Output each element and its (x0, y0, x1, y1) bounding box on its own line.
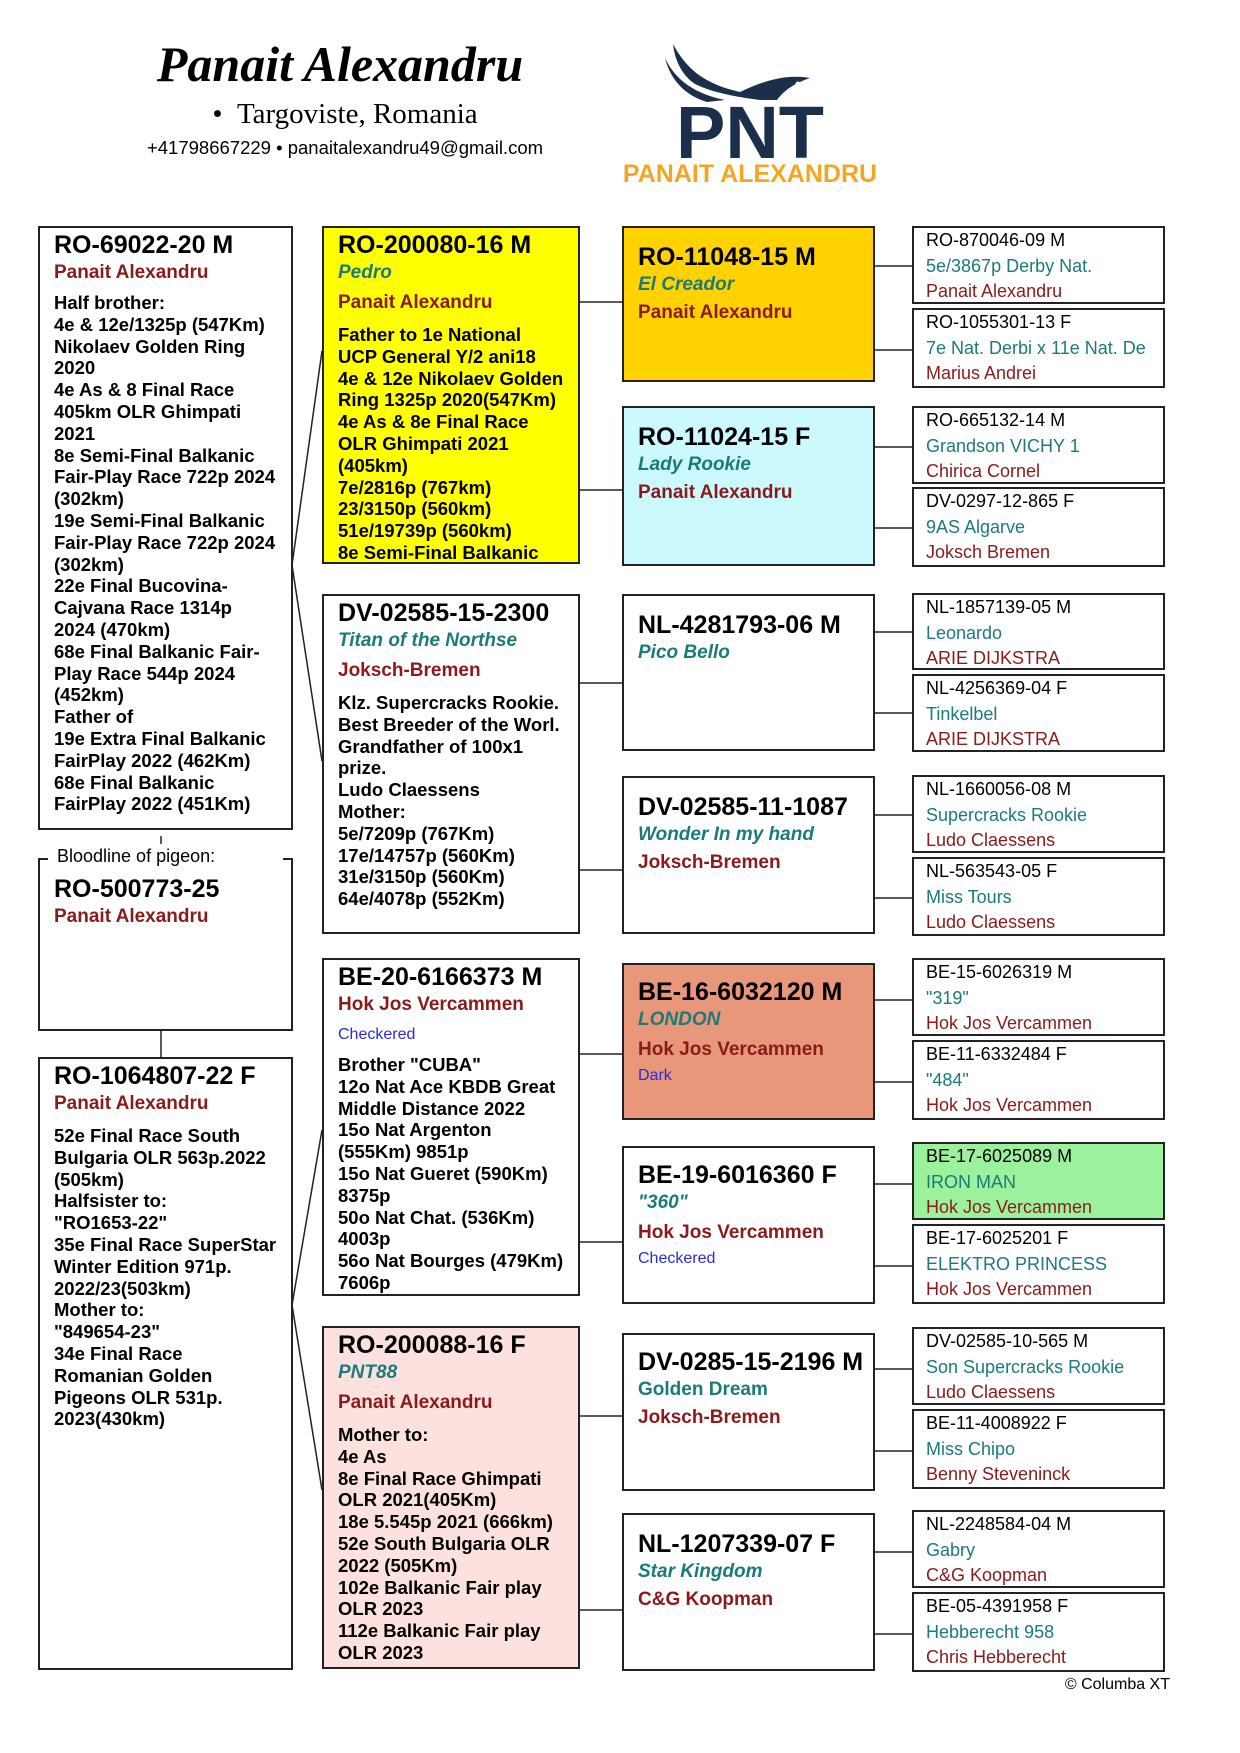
pigeon-ring: NL-2248584-04 M (926, 1514, 1072, 1534)
pigeon-owner: Ludo Claessens (926, 830, 1056, 850)
pigeon-name: Son Supercracks Rookie (926, 1356, 1125, 1377)
pigeon-owner: Ludo Claessens (926, 912, 1056, 932)
pigeon-owner: Panait Alexandru (926, 281, 1063, 301)
dam-owner: Panait Alexandru (54, 1093, 209, 1114)
pigeon-owner: Panait Alexandru (638, 482, 793, 503)
pigeon-ring: RO-11048-15 M (638, 243, 816, 271)
pigeon-ring: RO-11024-15 F (638, 423, 811, 451)
gen4-card (912, 775, 1165, 853)
pigeon-description: Father to 1e National UCP General Y/2 ani18 4e & 12e Nikolaev Golden Ring 1325p 2020(547Km) 4e As & 8e Final Race OLR Ghimpati 2021 (405km) 7e/2816p (767km) 23/3150p (560km) 51e/19739p (560km) 8e Semi-Final Balkanic (338, 324, 564, 563)
pigeon-ring: BE-05-4391958 F (926, 1596, 1069, 1616)
pigeon-description: Klz. Supercracks Rookie. Best Breeder of the Worl. Grandfather of 100x1 prize. Ludo Claessens Mother: 5e/7209p (767Km) 17e/14757p (560Km) 31e/3150p (560Km) 64e/4078p (552Km) (338, 692, 560, 910)
pigeon-owner: Hok Jos Vercammen (926, 1197, 1093, 1217)
pigeon-ring: RO-1055301-13 F (926, 312, 1072, 332)
pigeon-name: Leonardo (926, 622, 1003, 643)
contact-line: +41798667229 • panaitalexandru49@gmail.com (146, 137, 544, 158)
pigeon-ring: BE-11-4008922 F (926, 1413, 1067, 1433)
pigeon-ring: RO-200080-16 M (338, 231, 532, 259)
pigeon-ring: BE-19-6016360 F (638, 1161, 837, 1189)
gen4-card (912, 958, 1165, 1036)
pigeon-owner: Benny Steveninck (926, 1464, 1071, 1484)
pigeon-owner: Hok Jos Vercammen (926, 1279, 1093, 1299)
pigeon-owner: Joksch Bremen (926, 542, 1051, 562)
breeder-name: Panait Alexandru (156, 36, 524, 92)
pigeon-name: "319" (926, 987, 969, 1008)
pigeon-ring: DV-02585-15-2300 (338, 599, 550, 627)
pigeon-ring: NL-1660056-08 M (926, 779, 1072, 799)
pigeon-owner: Chirica Cornel (926, 461, 1041, 481)
gen3-card (622, 1146, 875, 1304)
pigeon-color: Checkered (638, 1250, 716, 1267)
pigeon-owner: Panait Alexandru (638, 302, 793, 323)
pigeon-ring: RO-665132-14 M (926, 410, 1066, 430)
dam-ring: RO-1064807-22 F (54, 1062, 256, 1090)
gen4-card (912, 226, 1165, 304)
subject-pigeon-card (38, 226, 293, 830)
gen3-card (622, 406, 875, 566)
pigeon-name: Gabry (926, 1539, 976, 1560)
pigeon-owner: Chris Hebberecht (926, 1647, 1067, 1667)
pigeon-name: Miss Chipo (926, 1438, 1016, 1459)
pigeon-name: IRON MAN (926, 1171, 1016, 1192)
pigeon-name: Miss Tours (926, 886, 1012, 907)
pigeon-ring: RO-200088-16 F (338, 1331, 526, 1359)
dam-dam-card (322, 1326, 580, 1669)
bloodline-top-border-right (283, 858, 293, 860)
pigeon-description: Mother to: 4e As 8e Final Race Ghimpati OLR 2021(405Km) 18e 5.545p 2021 (666km) 52e South Bulgaria OLR 2022 (505Km) 102e Balkanic Fair play OLR 2023 112e Balkanic Fair play OLR 2023 (338, 1424, 553, 1663)
pigeon-ring: NL-1857139-05 M (926, 597, 1072, 617)
pigeon-owner: Joksch-Bremen (338, 660, 481, 681)
pigeon-color: Checkered (338, 1026, 416, 1043)
pigeon-name: 5e/3867p Derby Nat. (926, 255, 1093, 276)
gen4-card (912, 406, 1165, 484)
gen3-card (622, 1333, 875, 1491)
pigeon-owner: Panait Alexandru (338, 292, 493, 313)
bloodline-owner: Panait Alexandru (54, 906, 209, 927)
pigeon-name: "484" (926, 1069, 969, 1090)
logo-caption: PANAIT ALEXANDRU (622, 160, 878, 188)
pigeon-name: Pedro (338, 262, 392, 283)
pigeon-name: Tinkelbel (926, 703, 998, 724)
pigeon-owner: Hok Jos Vercammen (926, 1013, 1093, 1033)
pigeon-owner: Hok Jos Vercammen (338, 994, 524, 1015)
bloodline-ring: RO-500773-25 (54, 875, 220, 903)
pigeon-name: PNT88 (338, 1362, 398, 1383)
pigeon-owner: Joksch-Bremen (638, 1407, 781, 1428)
bloodline-label: Bloodline of pigeon: (54, 844, 218, 868)
dam-description: 52e Final Race South Bulgaria OLR 563p.2022 (505km) Halfsister to: "RO1653-22" 35e Final Race SuperStar Winter Edition 971p. 2022/23(503km) Mother to: "849654-23" 34e Final Race Romanian Golden Pigeons OLR 531p. 2023(430km) (54, 1125, 277, 1430)
pigeon-description: Brother "CUBA" 12o Nat Ace KBDB Great Middle Distance 2022 15o Nat Argenton (555Km) 9851p 15o Nat Gueret (590Km) 8375p 50o Nat Chat. (536Km) 4003p 56o Nat Bourges (479Km) 7606p (338, 1054, 564, 1293)
pigeon-owner: Hok Jos Vercammen (638, 1222, 824, 1243)
gen3-card (622, 1513, 875, 1671)
pigeon-owner: C&G Koopman (926, 1565, 1048, 1585)
pigeon-ring: BE-17-6025201 F (926, 1228, 1069, 1248)
pigeon-owner: Joksch-Bremen (638, 852, 781, 873)
pigeon-name: Star Kingdom (638, 1561, 763, 1582)
pigeon-owner: Ludo Claessens (926, 1382, 1056, 1402)
pigeon-ring: BE-11-6332484 F (926, 1044, 1067, 1064)
pigeon-owner: Hok Jos Vercammen (638, 1039, 824, 1060)
sire-card (322, 226, 580, 564)
gen4-card (912, 1510, 1165, 1588)
subject-ring: RO-69022-20 M (54, 231, 234, 259)
gen3-card (622, 594, 875, 751)
subject-description: Half brother: 4e & 12e/1325p (547Km) Nikolaev Golden Ring 2020 4e As & 8 Final Race 405km OLR Ghimpati 2021 8e Semi-Final Balkanic Fair-Play Race 722p 2024 (302km) 19e Semi-Final Balkanic Fair-Play Race 722p 2024 (302km) 22e Final Bucovina-Cajvana Race 1314p 2024 (470km) 68e Final Balkanic Fair-Play Race 544p 2024 (452km) Father of 19e Extra Final Balkanic FairPlay 2022 (462Km) 68e Final Balkanic FairPlay 2022 (451Km) (54, 292, 276, 815)
pigeon-ring: NL-1207339-07 F (638, 1530, 836, 1558)
dam-pigeon-card (38, 1057, 293, 1670)
gen4-card (912, 1040, 1165, 1120)
pigeon-name: "360" (638, 1192, 688, 1213)
pigeon-ring: RO-870046-09 M (926, 230, 1066, 250)
pigeon-owner: ARIE DIJKSTRA (926, 729, 1061, 749)
bullet-icon: • (212, 98, 237, 130)
gen4-card (912, 593, 1165, 670)
pigeon-name: LONDON (638, 1009, 721, 1030)
pigeon-name: Supercracks Rookie (926, 804, 1088, 825)
pigeon-name: Pico Bello (638, 642, 730, 663)
pigeon-name: Grandson VICHY 1 (926, 435, 1080, 456)
location: Targoviste, Romania (236, 98, 478, 130)
pigeon-name: 9AS Algarve (926, 516, 1026, 537)
pigeon-ring: NL-563543-05 F (926, 861, 1058, 881)
pigeon-name: Golden Dream (638, 1379, 768, 1400)
sire-dam-card (322, 594, 580, 934)
pigeon-ring: DV-02585-10-565 M (926, 1331, 1089, 1351)
pigeon-ring: BE-15-6026319 M (926, 962, 1073, 982)
pigeon-ring: BE-17-6025089 M (926, 1146, 1073, 1166)
pigeon-color: Dark (638, 1067, 672, 1084)
pigeon-owner: ARIE DIJKSTRA (926, 648, 1061, 668)
gen4-card (912, 1409, 1165, 1489)
gen4-card (912, 1224, 1165, 1304)
dam-sire-card (322, 958, 580, 1296)
gen4-card (912, 487, 1165, 567)
pigeon-ring: NL-4256369-04 F (926, 678, 1068, 698)
pigeon-owner: C&G Koopman (638, 1589, 774, 1610)
pigeon-ring: BE-20-6166373 M (338, 963, 543, 991)
gen4-card (912, 857, 1165, 936)
pigeon-owner: Hok Jos Vercammen (926, 1095, 1093, 1115)
bloodline-card (38, 858, 293, 1031)
pigeon-name: Wonder In my hand (638, 824, 814, 845)
pigeon-ring: BE-16-6032120 M (638, 978, 843, 1006)
pigeon-name: El Creador (638, 274, 735, 295)
gen4-card (912, 1142, 1165, 1220)
gen3-card (622, 963, 875, 1120)
pigeon-owner: Marius Andrei (926, 363, 1037, 383)
footer-credit: © Columba XT (1064, 1676, 1170, 1693)
gen4-card (912, 674, 1165, 752)
pigeon-ring: DV-0285-15-2196 M (638, 1348, 864, 1376)
svg-text:PNT: PNT (676, 91, 824, 174)
gen3-card (622, 226, 875, 382)
pigeon-name: Hebberecht 958 (926, 1621, 1055, 1642)
gen4-card (912, 308, 1165, 388)
pigeon-name: ELEKTRO PRINCESS (926, 1253, 1108, 1274)
gen4-card (912, 1327, 1165, 1405)
pigeon-name: 7e Nat. Derbi x 11e Nat. De (926, 337, 1146, 358)
gen4-card (912, 1592, 1165, 1672)
gen3-card (622, 776, 875, 934)
pigeon-name: Titan of the Northse (338, 630, 518, 651)
pigeon-ring: NL-4281793-06 M (638, 611, 841, 639)
bloodline-top-border-left (38, 858, 48, 860)
pigeon-name: Lady Rookie (638, 454, 751, 475)
pigeon-ring: DV-02585-11-1087 (638, 793, 848, 821)
pigeon-owner: Panait Alexandru (338, 1392, 493, 1413)
pigeon-ring: DV-0297-12-865 F (926, 491, 1075, 511)
subject-owner: Panait Alexandru (54, 262, 209, 283)
